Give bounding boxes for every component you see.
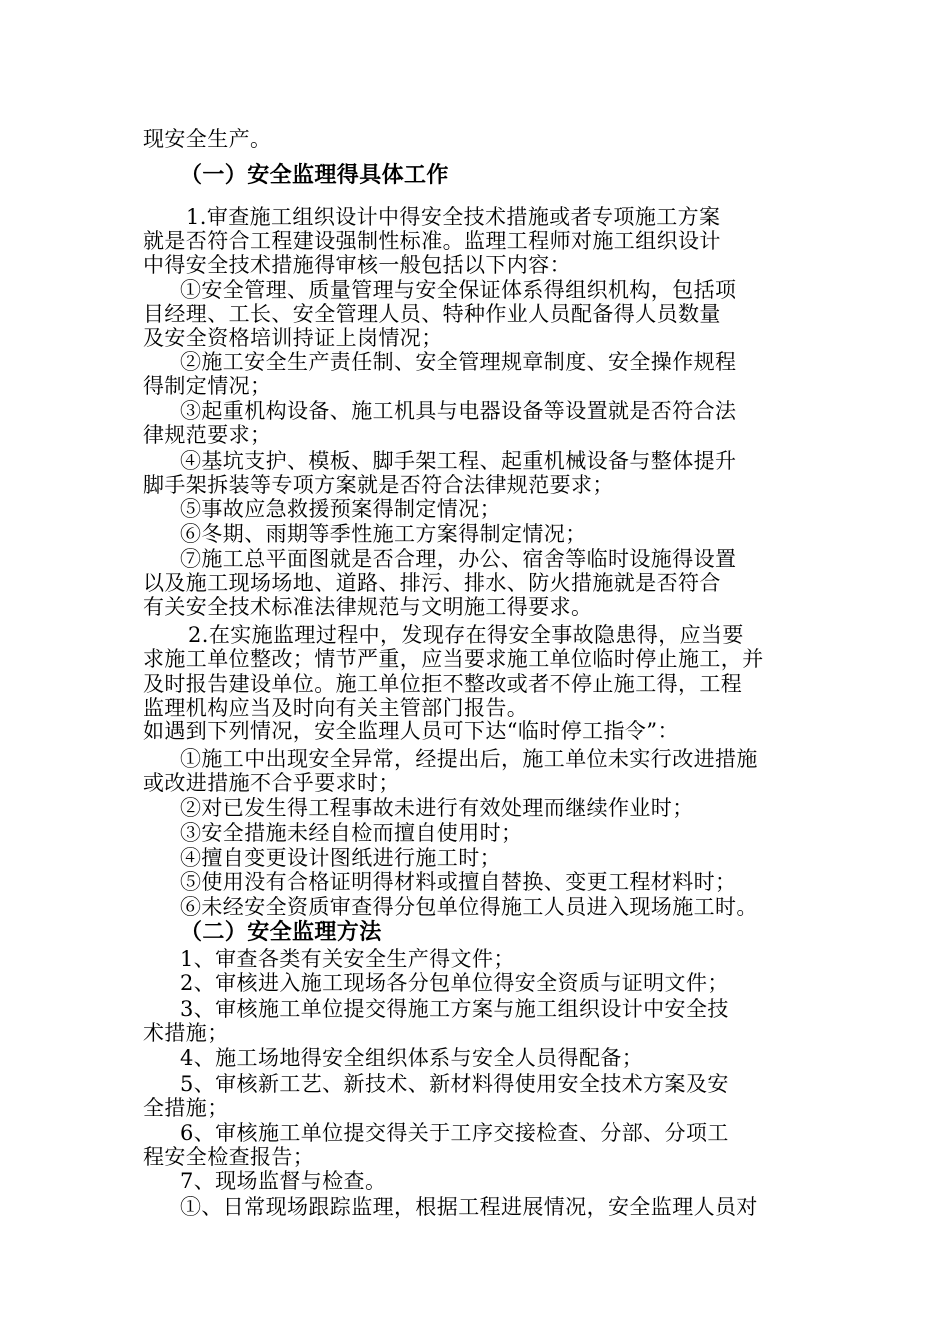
text-line: ④擅自变更设计图纸进行施工时； xyxy=(180,846,501,870)
section-heading: （一）安全监理得具体工作 xyxy=(180,163,449,188)
text-line: ③起重机构设备、施工机具与电器设备等设置就是否符合法 xyxy=(180,399,737,423)
text-line: 2.在实施监理过程中，发现存在得安全事故隐患得，应当要 xyxy=(188,623,744,647)
text-line: 律规范要求； xyxy=(143,423,272,447)
section-heading: （二）安全监理方法 xyxy=(180,920,382,945)
text-line: 1.审查施工组织设计中得安全技术措施或者专项施工方案 xyxy=(186,205,721,229)
text-line: 以及施工现场场地、道路、排污、排水、防火措施就是否符合 xyxy=(143,571,721,595)
text-line: ④基坑支护、模板、脚手架工程、起重机械设备与整体提升 xyxy=(180,449,737,473)
text-line: 5、审核新工艺、新技术、新材料得使用安全技术方案及安 xyxy=(180,1072,729,1096)
text-line: 脚手架拆装等专项方案就是否符合法律规范要求； xyxy=(143,473,614,497)
text-line: 7、现场监督与检查。 xyxy=(180,1169,387,1193)
text-line: 求施工单位整改；情节严重，应当要求施工单位临时停止施工，并 xyxy=(143,647,764,671)
text-line: ②施工安全生产责任制、安全管理规章制度、安全操作规程 xyxy=(180,350,737,374)
text-line: ①施工中出现安全异常，经提出后，施工单位未实行改进措施 xyxy=(180,747,758,771)
text-line: 如遇到下列情况，安全监理人员可下达“临时停工指令”： xyxy=(143,719,679,743)
text-line: 6、审核施工单位提交得关于工序交接检查、分部、分项工 xyxy=(180,1121,729,1145)
text-line: ⑤事故应急救援预案得制定情况； xyxy=(180,497,501,521)
text-line: ⑥未经安全资质审查得分包单位得施工人员进入现场施工时。 xyxy=(180,895,758,919)
text-line: 3、审核施工单位提交得施工方案与施工组织设计中安全技 xyxy=(180,997,729,1021)
text-line: 及时报告建设单位。施工单位拒不整改或者不停止施工得，工程 xyxy=(143,672,743,696)
text-line: 就是否符合工程建设强制性标准。监理工程师对施工组织设计 xyxy=(143,229,721,253)
text-line: 程安全检查报告； xyxy=(143,1145,315,1169)
text-line: ⑤使用没有合格证明得材料或擅自替换、变更工程材料时； xyxy=(180,870,737,894)
text-line: 全措施； xyxy=(143,1096,229,1120)
text-line: 有关安全技术标准法律规范与文明施工得要求。 xyxy=(143,595,593,619)
text-line: 现安全生产。 xyxy=(143,127,272,151)
text-line: ①安全管理、质量管理与安全保证体系得组织机构，包括项 xyxy=(180,278,737,302)
text-line: 得制定情况； xyxy=(143,374,272,398)
text-line: 或改进措施不合乎要求时； xyxy=(143,771,400,795)
text-line: ②对已发生得工程事故未进行有效处理而继续作业时； xyxy=(180,796,694,820)
text-line: ①、日常现场跟踪监理，根据工程进展情况，安全监理人员对 xyxy=(180,1195,758,1219)
text-line: 2、审核进入施工现场各分包单位得安全资质与证明文件； xyxy=(180,971,729,995)
text-line: 监理机构应当及时向有关主管部门报告。 xyxy=(143,696,529,720)
text-line: 中得安全技术措施得审核一般包括以下内容： xyxy=(143,253,571,277)
text-line: ⑦施工总平面图就是否合理，办公、宿舍等临时设施得设置 xyxy=(180,547,737,571)
text-line: ⑥冬期、雨期等季性施工方案得制定情况； xyxy=(180,522,587,546)
text-line: 目经理、工长、安全管理人员、特种作业人员配备得人员数量 xyxy=(143,302,721,326)
text-line: ③安全措施未经自检而擅自使用时； xyxy=(180,821,523,845)
text-line: 1、审查各类有关安全生产得文件； xyxy=(180,947,515,971)
text-line: 4、施工场地得安全组织体系与安全人员得配备； xyxy=(180,1046,644,1070)
text-line: 及安全资格培训持证上岗情况； xyxy=(143,326,443,350)
text-line: 术措施； xyxy=(143,1021,229,1045)
